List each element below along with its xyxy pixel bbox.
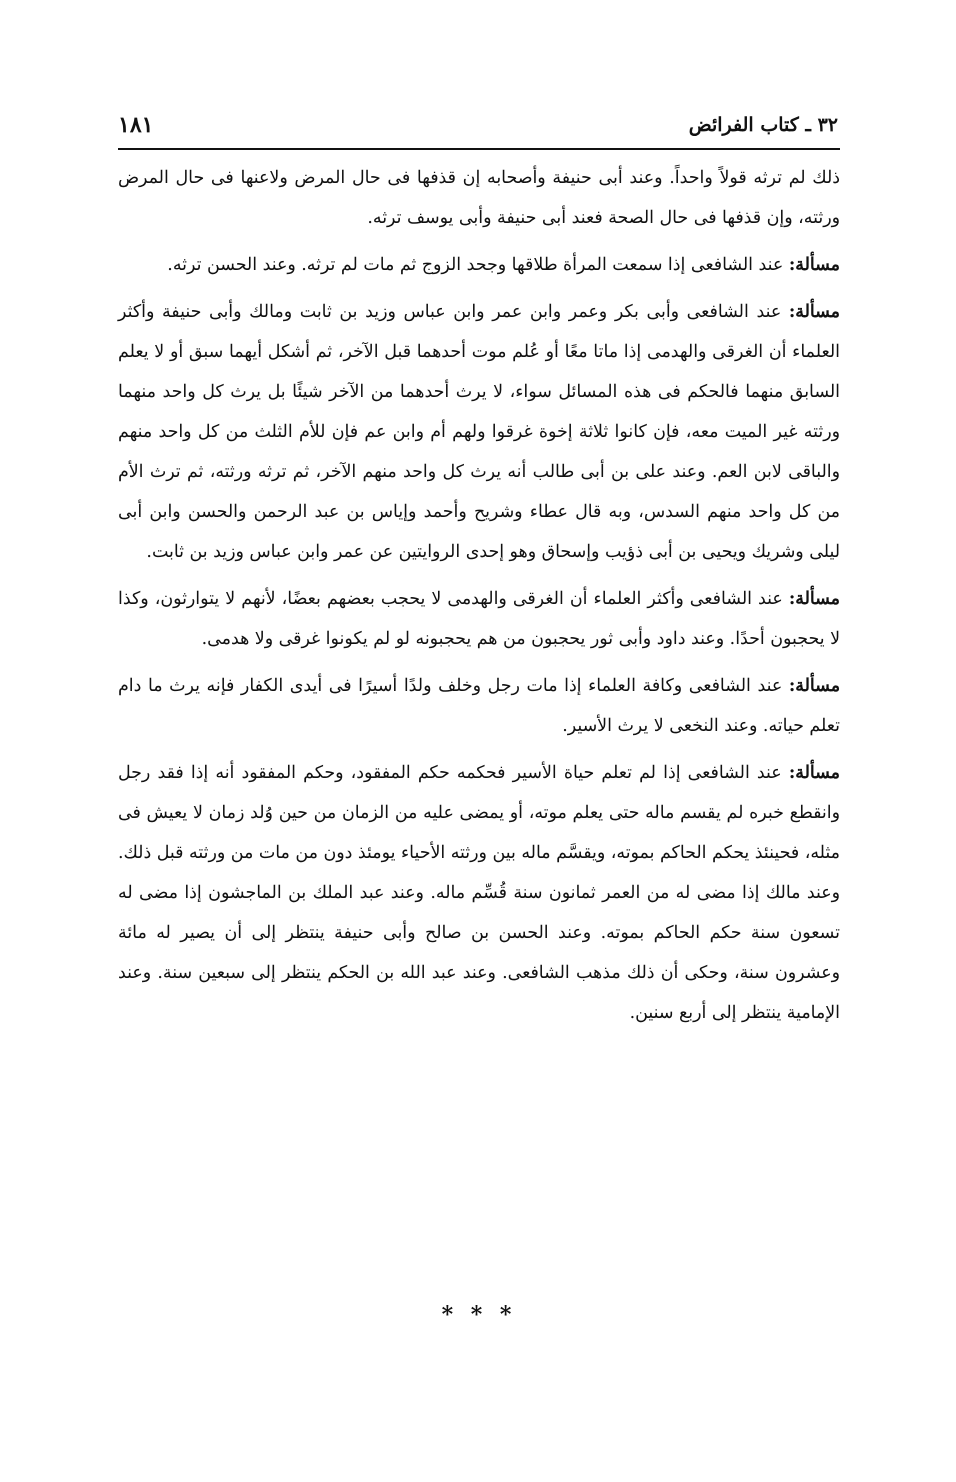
paragraph xyxy=(118,292,840,572)
mas-ala-label: مسألة: xyxy=(788,302,840,322)
paragraph-text: عند الشافعى إذا لم تعلم حياة الأسير فحكمه حكم المفقود، وحكم المفقود أنه إذا فقد رجل وانقطع خبره لم يقسم ماله حتى يعلم موته، أو يمضى عليه من الزمان من حين وُلد زمان لا يعيش فى مثله، فحينئذ يحكم الحاكم بموته، ويقسَّم ماله بين ورثته الأحياء يومئذ دون من مات من ورثته قبل ذلك. وعند مالك إذا مضى له من العمر ثمانون سنة قُسِّم ماله. وعند عبد الملك بن الماجشون إذا مضى له تسعون سنة حكم الحاكم بموته. وعند الحسن بن صالح وأبى حنيفة ينتظر إلى أن يصير له مائة وعشرون سنة، وحكى أن ذلك مذهب الشافعى. وعند عبد الله بن الحكم ينتظر إلى سبعين سنة. وعند الإمامية ينتظر إلى أربع سنين. xyxy=(118,763,840,1023)
paragraph xyxy=(118,666,840,746)
paragraph xyxy=(118,753,840,1033)
mas-ala-label: مسألة: xyxy=(788,676,841,696)
chapter-title: ٣٢ ـ كتاب الفرائض xyxy=(688,114,838,136)
section-separator: * * * xyxy=(441,1302,517,1328)
mas-ala-label: مسألة: xyxy=(788,255,840,275)
main-text xyxy=(118,158,840,1040)
mas-ala-label: مسألة: xyxy=(788,763,840,783)
paragraph xyxy=(118,579,840,659)
paragraph xyxy=(118,245,840,285)
page-number: ١٨١ xyxy=(118,112,154,138)
page-header xyxy=(118,108,838,150)
paragraph-text: عند الشافعى وكافة العلماء إذا مات رجل وخلف ولدًا أسيرًا فى أيدى الكفار فإنه يرث ما دام تعلم حياته. وعند النخعى لا يرث الأسير. xyxy=(118,676,840,736)
paragraph-text: عند الشافعى وأبى بكر وعمر وابن عمر وابن عباس وزيد بن ثابت ومالك وأبى حنيفة وأكثر العلماء أن الغرقى والهدمى إذا ماتا معًا أو عُلم موت أحدهما قبل الآخر، ثم أشكل أيهما سبق أو لا يعلم السابق منهما فالحكم فى هذه المسائل سواء، لا يرث أحدهما من الآخر شيئًا بل يرث كل واحد منهما ورثته غير الميت معه، فإن كانوا ثلاثة إخوة غرقوا ولهم أم وابن عم فإن للأم الثلث من كل واحد منهم والباقى لابن العم. وعند على بن أبى طالب أنه يرث كل واحد منهم الآخر، ثم ترثه ورثته، ثم ترث الأم من كل واحد منهم السدس، وبه قال عطاء وشريح وأحمد وإياس بن عبد الرحمن والحسن وابن أبى ليلى وشريك ويحيى بن أبى ذؤيب وإسحاق وهو إحدى الروايتين عن عمر وابن عباس وزيد بن ثابت. xyxy=(118,302,840,562)
paragraph xyxy=(118,158,840,238)
paragraph-text: عند الشافعى إذا سمعت المرأة طلاقها وجحد الزوج ثم مات لم ترثه. وعند الحسن ترثه. xyxy=(167,255,784,275)
mas-ala-label: مسألة: xyxy=(788,589,840,609)
paragraph-text: ذلك لم ترثه قولاً واحداً. وعند أبى حنيفة وأصحابه إن قذفها فى حال المرض ولاعنها فى حال المرض ورثته، وإن قذفها فى حال الصحة فعند أبى حنيفة وأبى يوسف ترثه. xyxy=(118,168,840,228)
paragraph-text: عند الشافعى وأكثر العلماء أن الغرقى والهدمى لا يحجب بعضهم بعضًا، لأنهم لا يتوارثون، وكذا لا يحجبون أحدًا. وعند داود وأبى ثور يحجبون من هم يحجبونه لو لم يكونوا غرقى ولا هدمى. xyxy=(118,589,840,649)
header-rule xyxy=(118,148,840,150)
